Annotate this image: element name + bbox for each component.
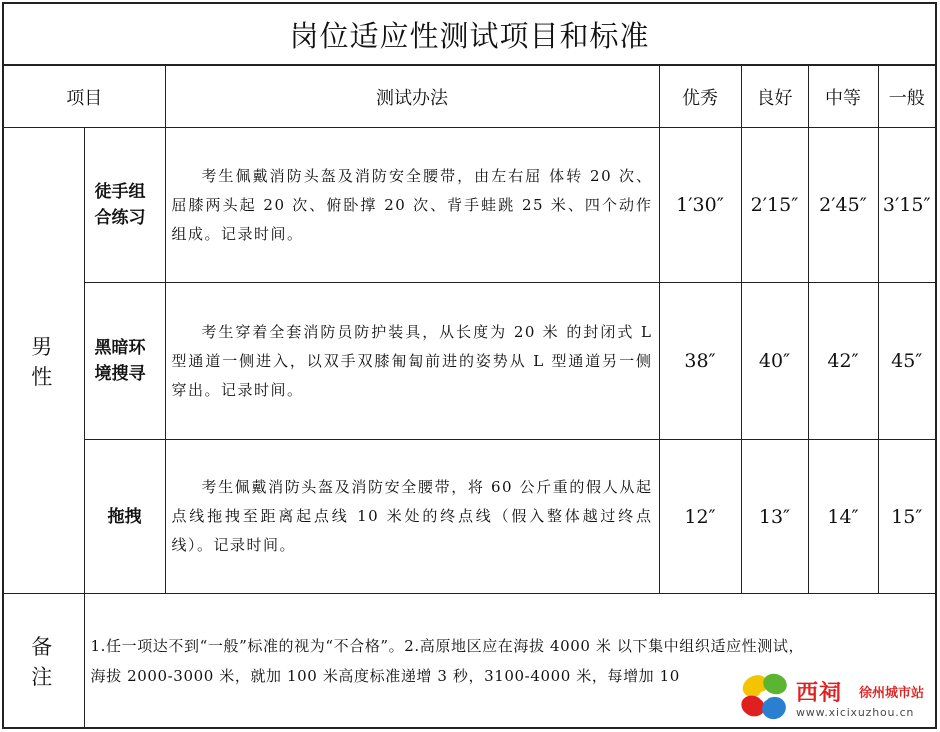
item-name: 徒手组合练习 [84,128,165,283]
header-method: 测试办法 [165,66,659,128]
flower-logo-icon [738,668,794,726]
watermark-brand: 西祠 [796,681,843,706]
gender-label: 男 性 [4,128,84,594]
table-row [4,440,935,594]
header-row [4,66,935,128]
header-excellent: 优秀 [659,66,741,128]
test-method: 考生佩戴消防头盔及消防安全腰带，由左右屈 体转 20 次、屈膝两头起 20 次、俯卧撑 20 次、背手蛙跳 25 米、四个动作组成。记录时间。 [165,128,659,283]
header-general: 一般 [878,66,935,128]
notes-label: 备 注 [4,594,84,728]
score-good: 13″ [741,440,808,594]
item-name: 黑暗环境搜寻 [84,283,165,440]
score-excellent: 12″ [659,440,741,594]
score-medium: 14″ [808,440,878,594]
score-excellent: 1′30″ [659,128,741,283]
notes-line-1: 1.任一项达不到“一般”标准的视为“不合格”。2.高原地区应在海拔 4000 米 以下集中组织适应性测试， [90,636,805,655]
header-medium: 中等 [808,66,878,128]
notes-line-2: 海拔 2000-3000 米，就加 100 米高度标准递增 3 秒，3100-4000 米，每增加 10 [90,666,680,685]
watermark [738,668,938,728]
table-row [4,283,935,440]
table-row [4,128,935,283]
score-general: 3′15″ [878,128,935,283]
score-medium: 42″ [808,283,878,440]
score-good: 40″ [741,283,808,440]
standards-table [4,66,935,728]
score-good: 2′15″ [741,128,808,283]
score-medium: 2′45″ [808,128,878,283]
score-excellent: 38″ [659,283,741,440]
header-good: 良好 [741,66,808,128]
score-general: 45″ [878,283,935,440]
standards-sheet [2,2,937,729]
watermark-site: 徐州城市站 [859,686,925,701]
watermark-url: www.xicixuzhou.cn [796,706,915,719]
test-method: 考生穿着全套消防员防护装具，从长度为 20 米 的封闭式 L 型通道一侧进入，以双手双膝匍匐前进的姿势从 L 型通道另一侧穿出。记录时间。 [165,283,659,440]
test-method: 考生佩戴消防头盔及消防安全腰带，将 60 公斤重的假人从起点线拖拽至距离起点线 10 米处的终点线（假入整体越过终点线）。记录时间。 [165,440,659,594]
score-general: 15″ [878,440,935,594]
item-name: 拖拽 [84,440,165,594]
sheet-title: 岗位适应性测试项目和标准 [4,4,935,66]
header-item: 项目 [4,66,165,128]
